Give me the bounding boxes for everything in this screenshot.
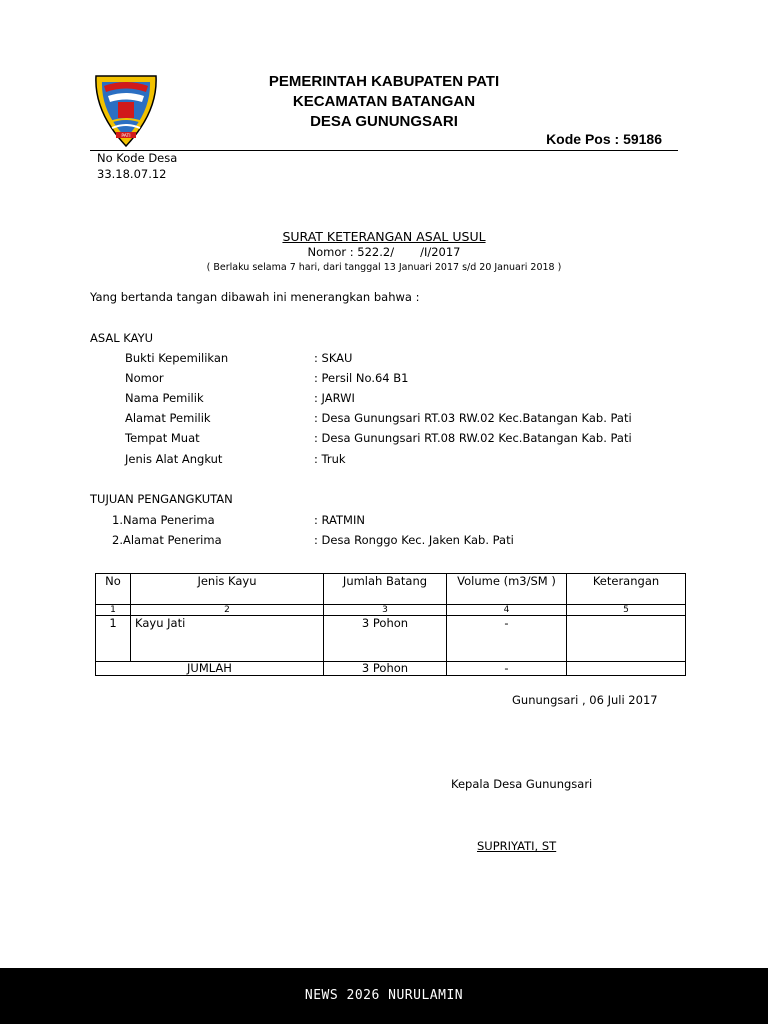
header-village: DESA GUNUNGSARI: [310, 113, 458, 130]
field-value: : Truk: [314, 452, 346, 466]
field-value: : RATMIN: [314, 513, 365, 527]
table-header: Jumlah Batang: [324, 574, 447, 605]
header-divider: [90, 150, 678, 151]
field-value: : JARWI: [314, 391, 355, 405]
field-value: : Desa Gunungsari RT.03 RW.02 Kec.Batangan Kab. Pati: [314, 411, 632, 425]
field-value: : SKAU: [314, 351, 353, 365]
validity-note: ( Berlaku selama 7 hari, dari tanggal 13 Januari 2017 s/d 20 Januari 2018 ): [206, 262, 562, 273]
field-label: 2.Alamat Penerima: [112, 533, 222, 547]
table-cell: 3 Pohon: [324, 662, 447, 676]
village-code-label: No Kode Desa: [97, 151, 178, 165]
postal-code: Kode Pos : 59186: [546, 131, 662, 147]
tujuan-heading: TUJUAN PENGANGKUTAN: [90, 492, 233, 506]
table-cell: JUMLAH: [96, 662, 324, 676]
field-label: Nomor: [125, 371, 164, 385]
table-cell: -: [447, 662, 567, 676]
table-cell: [567, 616, 686, 662]
field-label: Bukti Kepemilikan: [125, 351, 229, 365]
table-header: Jenis Kayu: [131, 574, 324, 605]
table-cell: 1: [96, 616, 131, 662]
field-value: : Persil No.64 B1: [314, 371, 409, 385]
table-cell: [567, 662, 686, 676]
table-cell: -: [447, 616, 567, 662]
table-number-row: [96, 605, 686, 616]
asal-kayu-heading: ASAL KAYU: [90, 331, 154, 345]
field-label: Jenis Alat Angkut: [125, 452, 223, 466]
field-label: 1.Nama Penerima: [112, 513, 215, 527]
header-district: KECAMATAN BATANGAN: [292, 93, 476, 110]
table-header: Keterangan: [567, 574, 686, 605]
logo-text: PATI: [121, 134, 131, 139]
header-government: PEMERINTAH KABUPATEN PATI: [268, 73, 500, 90]
letter-number: [0, 245, 768, 259]
table-header-row: [96, 574, 686, 605]
table-header: No: [96, 574, 131, 605]
intro-text: Yang bertanda tangan dibawah ini menerangkan bahwa :: [90, 290, 420, 304]
table-cell: 2: [131, 605, 324, 616]
wood-table: [95, 573, 686, 676]
signer-position: Kepala Desa Gunungsari: [451, 777, 593, 791]
place-date: Gunungsari , 06 Juli 2017: [512, 693, 658, 707]
table-header: Volume (m3/SM ): [447, 574, 567, 605]
footer-text: NEWS 2026 NURULAMIN: [304, 988, 464, 1003]
table-row: [96, 616, 686, 662]
table-cell: 3 Pohon: [324, 616, 447, 662]
field-value: : Desa Gunungsari RT.08 RW.02 Kec.Batangan Kab. Pati: [314, 431, 632, 445]
field-label: Nama Pemilik: [125, 391, 204, 405]
letter-number-suffix: /I/2017: [420, 245, 461, 259]
signer-name: SUPRIYATI, ST: [477, 839, 557, 853]
field-value: : Desa Ronggo Kec. Jaken Kab. Pati: [314, 533, 514, 547]
table-total-row: [96, 662, 686, 676]
table-cell: Kayu Jati: [131, 616, 324, 662]
table-cell: 3: [324, 605, 447, 616]
table-cell: 4: [447, 605, 567, 616]
letter-title: SURAT KETERANGAN ASAL USUL: [282, 229, 486, 244]
letter-number-prefix: Nomor : 522.2/: [307, 245, 395, 259]
village-code-value: 33.18.07.12: [97, 167, 167, 181]
table-cell: 1: [96, 605, 131, 616]
table-cell: 5: [567, 605, 686, 616]
field-label: Tempat Muat: [125, 431, 200, 445]
field-label: Alamat Pemilik: [125, 411, 211, 425]
